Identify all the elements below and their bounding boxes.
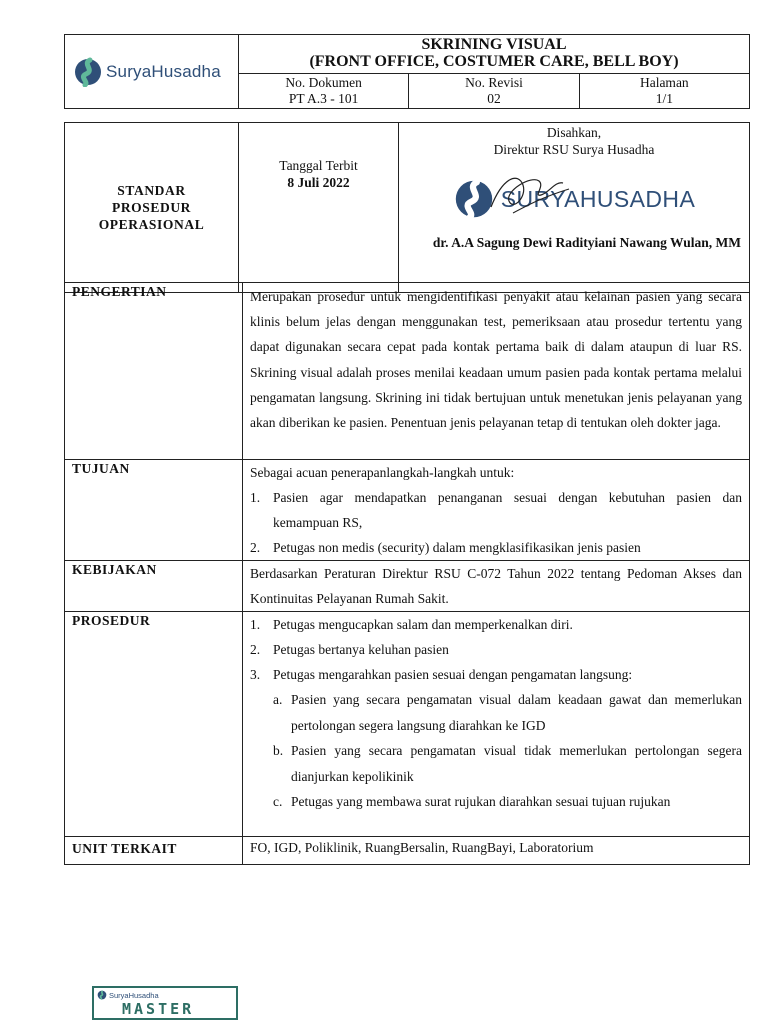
page-label: Halaman <box>639 75 689 90</box>
objective-intro: Sebagai acuan penerapanlangkah-langkah untuk: <box>250 465 515 480</box>
document-header <box>64 34 750 109</box>
page-cell <box>579 74 749 109</box>
item-letter: c. <box>273 794 283 809</box>
page-value: 1/1 <box>655 91 673 106</box>
sop-line-3: OPERASIONAL <box>98 217 205 232</box>
section-content <box>243 283 750 460</box>
item-text: Petugas mengucapkan salam dan memperkenalkan diri. <box>273 617 573 632</box>
section-pengertian <box>65 283 750 460</box>
section-label: PROSEDUR <box>65 612 243 837</box>
list-item <box>250 738 742 789</box>
approval-signature-cell <box>399 123 750 293</box>
revision-label: No. Revisi <box>465 75 523 90</box>
item-text: Petugas bertanya keluhan pasien <box>273 642 449 657</box>
document-number-cell <box>239 74 409 109</box>
approved-label: Disahkan, <box>546 125 602 140</box>
stamp-brand: SuryaHusadha <box>109 990 159 1000</box>
issue-date-cell <box>239 123 399 293</box>
list-item <box>250 535 742 560</box>
section-label: TUJUAN <box>65 460 243 561</box>
sop-line-1: STANDAR <box>117 183 186 198</box>
document-number-value: PT A.3 - 101 <box>288 91 359 106</box>
item-letter: b. <box>273 743 284 758</box>
sop-content-table <box>64 282 750 865</box>
item-number: 3. <box>250 667 261 682</box>
list-item <box>250 789 742 815</box>
section-content <box>243 460 750 561</box>
item-text: Petugas mengarahkan pasien sesuai dengan pengamatan langsung: <box>273 667 633 682</box>
approval-logo <box>399 177 749 221</box>
master-stamp <box>92 986 238 1020</box>
policy-text: Berdasarkan Peraturan Direktur RSU C-072 Tahun 2022 tentang Pedoman Akses dan Kontinuitas Pelayanan Rumah Sakit. <box>250 566 742 606</box>
item-letter: a. <box>273 692 283 707</box>
procedure-list <box>250 612 742 687</box>
stamp-word: MASTER <box>122 1000 195 1018</box>
item-number: 1. <box>250 490 261 505</box>
item-text: Petugas yang membawa surat rujukan diarahkan sesuai tujuan rujukan <box>291 794 671 809</box>
section-unit-terkait <box>65 837 750 865</box>
surya-husadha-logo-icon <box>73 57 103 87</box>
sop-line-2: PROSEDUR <box>111 200 192 215</box>
list-item <box>250 687 742 738</box>
director-name: dr. A.A Sagung Dewi Radityiani Nawang Wulan, MM <box>432 235 741 250</box>
header-logo-cell <box>65 35 239 109</box>
section-kebijakan <box>65 561 750 612</box>
revision-cell <box>409 74 579 109</box>
hospital-logo <box>65 57 238 87</box>
item-text: Pasien yang secara pengamatan visual dalam keadaan gawat dan memerlukan pertolongan segera langsung diarahkan ke IGD <box>291 692 742 733</box>
item-number: 2. <box>250 540 261 555</box>
revision-value: 02 <box>487 91 501 106</box>
issue-date-value: 8 Juli 2022 <box>287 175 350 190</box>
related-units-text: FO, IGD, Poliklinik, RuangBersalin, RuangBayi, Laboratorium <box>250 840 594 855</box>
section-label: KEBIJAKAN <box>65 561 243 612</box>
document-number-label: No. Dokumen <box>285 75 362 90</box>
list-item <box>250 612 742 637</box>
director-signature-icon <box>483 167 573 222</box>
section-prosedur <box>65 612 750 837</box>
item-number: 1. <box>250 617 261 632</box>
list-item <box>250 485 742 535</box>
title-line-2: (FRONT OFFICE, COSTUMER CARE, BELL BOY) <box>309 53 679 70</box>
title-line-1: SKRINING VISUAL <box>421 36 567 53</box>
document-title <box>239 35 750 74</box>
approval-block <box>64 122 750 293</box>
section-tujuan <box>65 460 750 561</box>
section-label: UNIT TERKAIT <box>65 837 243 865</box>
list-item <box>250 637 742 662</box>
item-text: Pasien yang secara pengamatan visual tidak memerlukan pertolongan segera dianjurkan kepolikinik <box>291 743 742 784</box>
surya-husadha-logo-icon <box>97 990 107 1000</box>
procedure-sublist <box>250 687 742 815</box>
objective-list <box>250 485 742 560</box>
brand-name: SuryaHusadha <box>106 61 221 81</box>
issue-date-label: Tanggal Terbit <box>279 158 358 173</box>
item-text: Petugas non medis (security) dalam mengklasifikasikan jenis pasien <box>273 540 641 555</box>
definition-text: Merupakan prosedur untuk mengidentifikasi penyakit atau kelainan pasien yang secara klinis belum jelas dengan menggunakan test, pemeriksaan atau prosedur tertentu yang dapat digunakan secara cepat pada kontak pertama baik di dalam ataupun di luar RS. Skrining visual adalah proses menilai keadaan umum pasien pada kontak pertama melalui pengamatan langsung. Skrining ini tidak bertujuan untuk menetukan jenis pelayanan yang akan diberikan ke pasien. Penentuan jenis pelayanan tetap di tentukan oleh dokter jaga. <box>250 289 742 431</box>
stamp-logo <box>97 990 159 1000</box>
approval-logo-text: SURYAHUSADHA <box>500 185 696 212</box>
section-content <box>243 837 750 865</box>
approver-title: Direktur RSU Surya Husadha <box>493 142 655 157</box>
sop-title-cell <box>65 123 239 293</box>
item-number: 2. <box>250 642 261 657</box>
section-content <box>243 612 750 837</box>
list-item <box>250 662 742 687</box>
section-content <box>243 561 750 612</box>
section-label: PENGERTIAN <box>65 283 243 460</box>
item-text: Pasien agar mendapatkan penanganan sesuai dengan kebutuhan pasien dan kemampuan RS, <box>273 490 742 530</box>
